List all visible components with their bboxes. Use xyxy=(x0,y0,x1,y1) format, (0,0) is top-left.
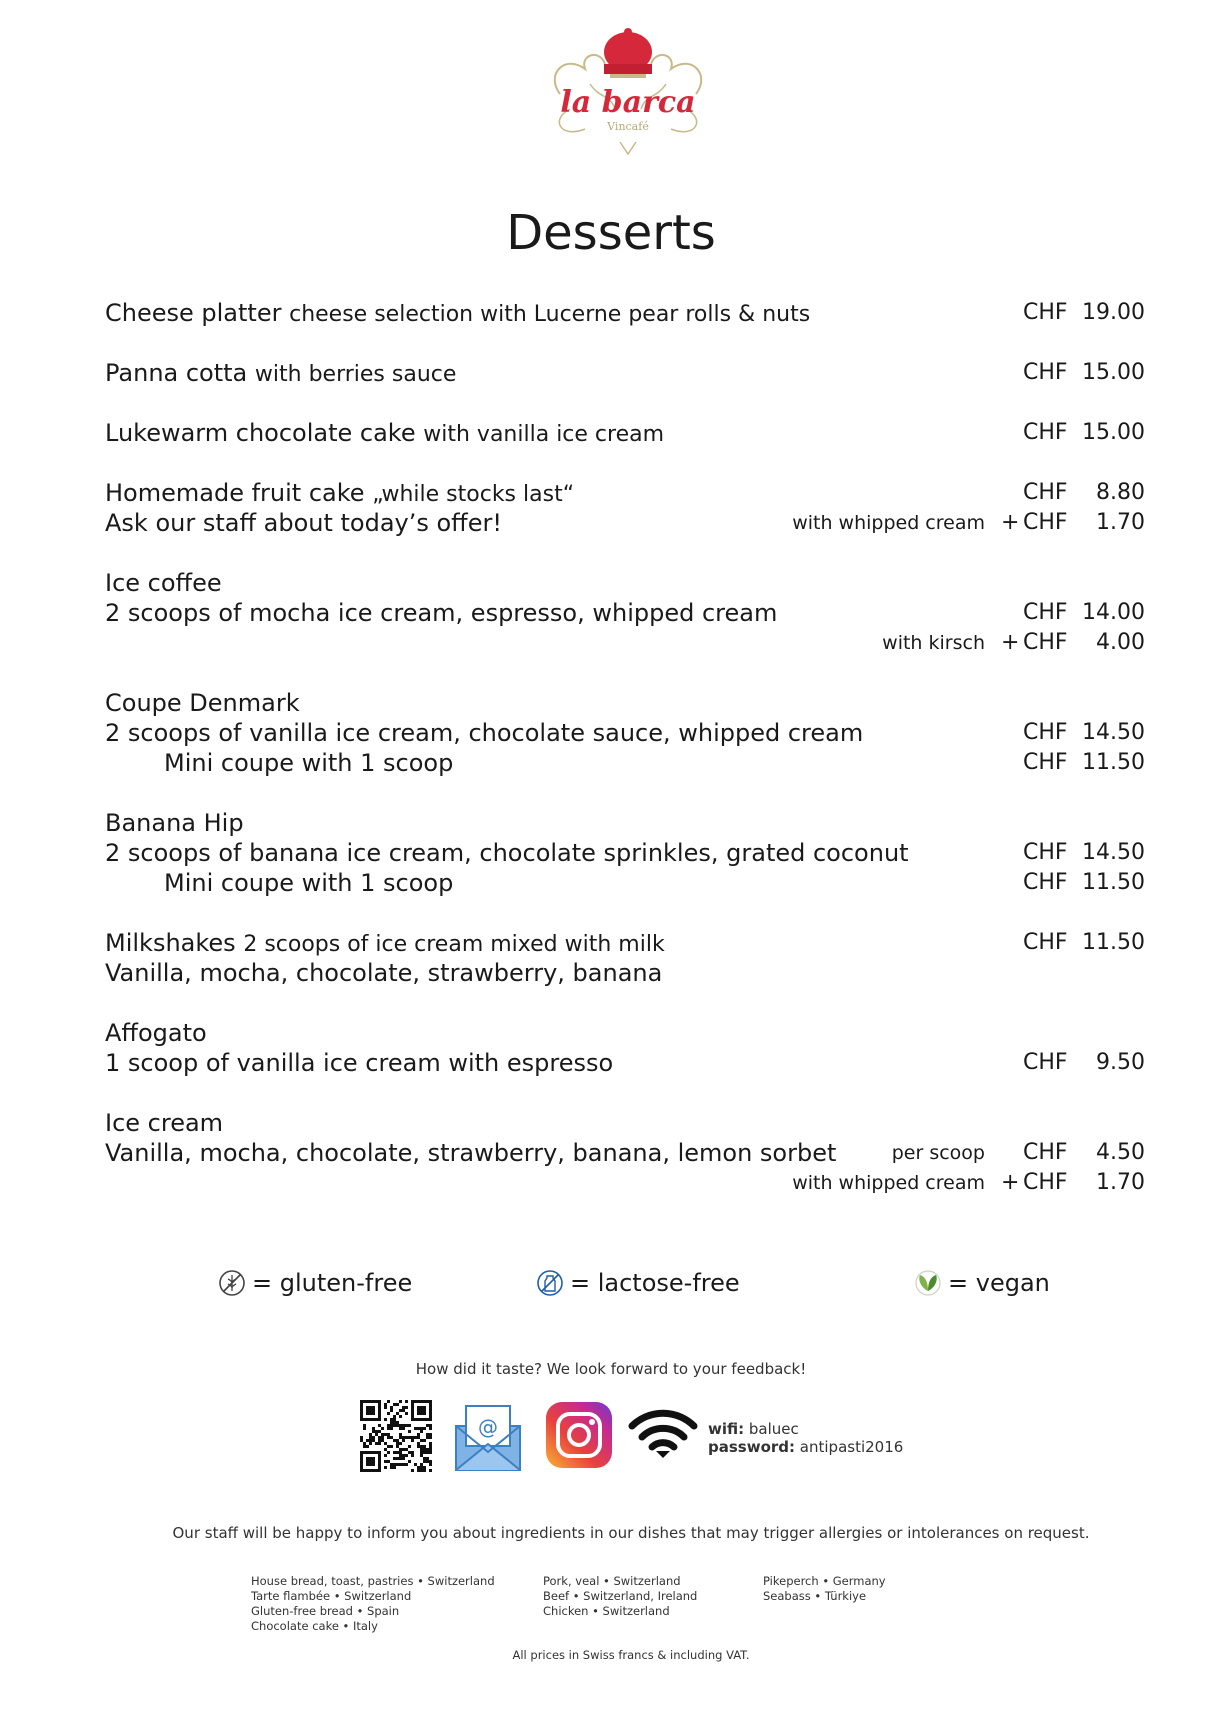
menu-row xyxy=(105,748,1145,778)
price-currency: CHF xyxy=(1023,750,1068,775)
menu-item xyxy=(105,568,1145,658)
price-currency: CHF xyxy=(1023,1170,1068,1195)
price-value: 15.00 xyxy=(1082,420,1145,445)
legend-lactose-label: = lactose-free xyxy=(570,1269,740,1297)
origin-entry: House bread, toast, pastries • Switzerland xyxy=(251,1574,495,1588)
logo-subtitle: Vincafé xyxy=(607,120,649,133)
price-currency: CHF xyxy=(1023,1050,1068,1075)
item-name: Ask our staff about today’s offer! xyxy=(105,509,502,537)
origin-entry: Chicken • Switzerland xyxy=(543,1604,670,1618)
origin-entry: Pikeperch • Germany xyxy=(763,1574,886,1588)
item-name: Vanilla, mocha, chocolate, strawberry, banana, lemon sorbet xyxy=(105,1139,837,1167)
item-name: Ice coffee xyxy=(105,569,222,597)
email-icon[interactable] xyxy=(454,1400,522,1476)
origin-entry: Tarte flambée • Switzerland xyxy=(251,1589,412,1603)
item-name: 2 scoops of mocha ice cream, espresso, whipped cream xyxy=(105,599,778,627)
menu-item xyxy=(105,358,1145,388)
legend-vegan-label: = vegan xyxy=(948,1269,1050,1297)
price-note: with whipped cream xyxy=(792,512,985,534)
item-description xyxy=(105,568,222,598)
item-description xyxy=(164,748,453,778)
menu-item xyxy=(105,418,1145,448)
legend-gluten-free xyxy=(218,1268,412,1298)
item-description xyxy=(105,478,574,510)
price-currency: CHF xyxy=(1023,930,1068,955)
menu-row xyxy=(105,478,1145,508)
item-name: Ice cream xyxy=(105,1109,224,1137)
vat-note: All prices in Swiss francs & including VAT. xyxy=(512,1648,750,1662)
item-name: 2 scoops of banana ice cream, chocolate sprinkles, grated coconut xyxy=(105,839,909,867)
origins-column-3 xyxy=(763,1574,886,1604)
item-description xyxy=(105,598,777,628)
price-value: 11.50 xyxy=(1082,750,1145,775)
price-value: 4.50 xyxy=(1096,1140,1145,1165)
price-currency: CHF xyxy=(1023,870,1068,895)
price-currency: CHF xyxy=(1023,420,1068,445)
page-title: Desserts xyxy=(506,205,716,261)
item-name: Mini coupe with 1 scoop xyxy=(164,749,454,777)
item-subtext: with berries sauce xyxy=(254,362,457,387)
price-plus: + xyxy=(1001,1170,1020,1195)
price-value: 9.50 xyxy=(1096,1050,1145,1075)
price-currency: CHF xyxy=(1023,1140,1068,1165)
item-description xyxy=(164,868,453,898)
origin-entry: Chocolate cake • Italy xyxy=(251,1619,378,1633)
price-note: per scoop xyxy=(891,1142,985,1164)
origin-entry: Gluten-free bread • Spain xyxy=(251,1604,400,1618)
instagram-icon[interactable] xyxy=(544,1400,614,1474)
item-subtext: cheese selection with Lucerne pear rolls & nuts xyxy=(289,302,811,327)
price-currency: CHF xyxy=(1023,510,1068,535)
menu-row xyxy=(105,628,1145,658)
price-currency: CHF xyxy=(1023,300,1068,325)
legend-gluten-label: = gluten-free xyxy=(252,1269,413,1297)
gluten-free-icon xyxy=(218,1269,246,1297)
menu-row xyxy=(105,598,1145,628)
price-currency: CHF xyxy=(1023,480,1068,505)
menu-row xyxy=(105,298,1145,328)
menu-row xyxy=(105,928,1145,958)
logo-wordmark: la barca xyxy=(560,85,696,120)
lactose-free-icon xyxy=(536,1269,564,1297)
wifi-value: baluec xyxy=(748,1420,799,1438)
item-description xyxy=(105,1108,223,1138)
allergy-note: Our staff will be happy to inform you about ingredients in our dishes that may trigger allergies or intolerances on request. xyxy=(172,1524,1090,1542)
wifi-icon xyxy=(628,1408,698,1464)
item-subtext: with vanilla ice cream xyxy=(423,422,665,447)
origin-entry: Beef • Switzerland, Ireland xyxy=(543,1589,698,1603)
menu-item xyxy=(105,688,1145,778)
wifi-label: wifi: xyxy=(708,1420,745,1438)
item-name: Homemade fruit cake xyxy=(105,479,365,507)
price-plus: + xyxy=(1001,630,1020,655)
price-note: with kirsch xyxy=(882,632,985,654)
menu-item xyxy=(105,928,1145,988)
item-name: Coupe Denmark xyxy=(105,689,300,717)
menu-row xyxy=(105,508,1145,538)
item-description xyxy=(105,418,664,450)
menu-item xyxy=(105,1018,1145,1078)
menu-item xyxy=(105,1108,1145,1198)
origin-entry: Pork, veal • Switzerland xyxy=(543,1574,681,1588)
menu-row xyxy=(105,1138,1145,1168)
vegan-leaf-icon xyxy=(914,1269,942,1297)
item-description xyxy=(105,958,662,988)
price-value: 11.50 xyxy=(1082,870,1145,895)
item-name: 1 scoop of vanilla ice cream with espresso xyxy=(105,1049,614,1077)
price-value: 8.80 xyxy=(1096,480,1145,505)
password-label: password: xyxy=(708,1438,796,1456)
menu-row xyxy=(105,958,1145,988)
item-description xyxy=(105,808,244,838)
item-description xyxy=(105,358,456,390)
menu-row xyxy=(105,688,1145,718)
price-note: with whipped cream xyxy=(792,1172,985,1194)
item-name: Mini coupe with 1 scoop xyxy=(164,869,454,897)
menu-item xyxy=(105,298,1145,328)
menu-row xyxy=(105,358,1145,388)
svg-text:@: @ xyxy=(478,1415,498,1439)
item-description xyxy=(105,508,502,538)
feedback-qr-code[interactable] xyxy=(360,1400,432,1476)
menu-row xyxy=(105,718,1145,748)
item-name: Lukewarm chocolate cake xyxy=(105,419,416,447)
item-name: 2 scoops of vanilla ice cream, chocolate sauce, whipped cream xyxy=(105,719,864,747)
dessert-menu xyxy=(105,298,1145,1228)
item-name: Milkshakes xyxy=(105,929,236,957)
menu-item xyxy=(105,808,1145,898)
price-value: 11.50 xyxy=(1082,930,1145,955)
menu-item xyxy=(105,478,1145,538)
la-barca-logo xyxy=(540,24,716,160)
item-description xyxy=(105,838,909,868)
item-name: Vanilla, mocha, chocolate, strawberry, banana xyxy=(105,959,663,987)
price-currency: CHF xyxy=(1023,360,1068,385)
legend-lactose-free xyxy=(536,1268,740,1298)
menu-row xyxy=(105,1048,1145,1078)
price-value: 1.70 xyxy=(1096,510,1145,535)
origins-column-1 xyxy=(251,1574,495,1634)
item-description xyxy=(105,298,810,330)
price-currency: CHF xyxy=(1023,840,1068,865)
item-subtext: „while stocks last“ xyxy=(372,482,575,507)
origin-entry: Seabass • Türkiye xyxy=(763,1589,867,1603)
item-description xyxy=(105,1138,836,1168)
password-value: antipasti2016 xyxy=(799,1438,904,1456)
item-description xyxy=(105,1018,207,1048)
item-name: Cheese platter xyxy=(105,299,282,327)
price-value: 4.00 xyxy=(1096,630,1145,655)
feedback-text: How did it taste? We look forward to your feedback! xyxy=(415,1360,807,1378)
price-currency: CHF xyxy=(1023,600,1068,625)
price-value: 14.50 xyxy=(1082,840,1145,865)
price-currency: CHF xyxy=(1023,720,1068,745)
menu-row xyxy=(105,1108,1145,1138)
menu-row xyxy=(105,868,1145,898)
item-subtext: 2 scoops of ice cream mixed with milk xyxy=(243,932,665,957)
menu-row xyxy=(105,838,1145,868)
item-description xyxy=(105,688,300,718)
price-value: 1.70 xyxy=(1096,1170,1145,1195)
price-value: 19.00 xyxy=(1082,300,1145,325)
item-description xyxy=(105,928,665,960)
wifi-credentials xyxy=(708,1420,903,1456)
menu-row xyxy=(105,1168,1145,1198)
menu-row xyxy=(105,418,1145,448)
item-name: Affogato xyxy=(105,1019,207,1047)
price-value: 15.00 xyxy=(1082,360,1145,385)
legend-vegan xyxy=(914,1268,1050,1298)
menu-row xyxy=(105,808,1145,838)
item-description xyxy=(105,1048,613,1078)
item-name: Banana Hip xyxy=(105,809,244,837)
price-currency: CHF xyxy=(1023,630,1068,655)
menu-row xyxy=(105,568,1145,598)
menu-row xyxy=(105,1018,1145,1048)
price-value: 14.50 xyxy=(1082,720,1145,745)
price-plus: + xyxy=(1001,510,1020,535)
item-name: Panna cotta xyxy=(105,359,248,387)
origins-column-2 xyxy=(543,1574,697,1619)
price-value: 14.00 xyxy=(1082,600,1145,625)
item-description xyxy=(105,718,863,748)
